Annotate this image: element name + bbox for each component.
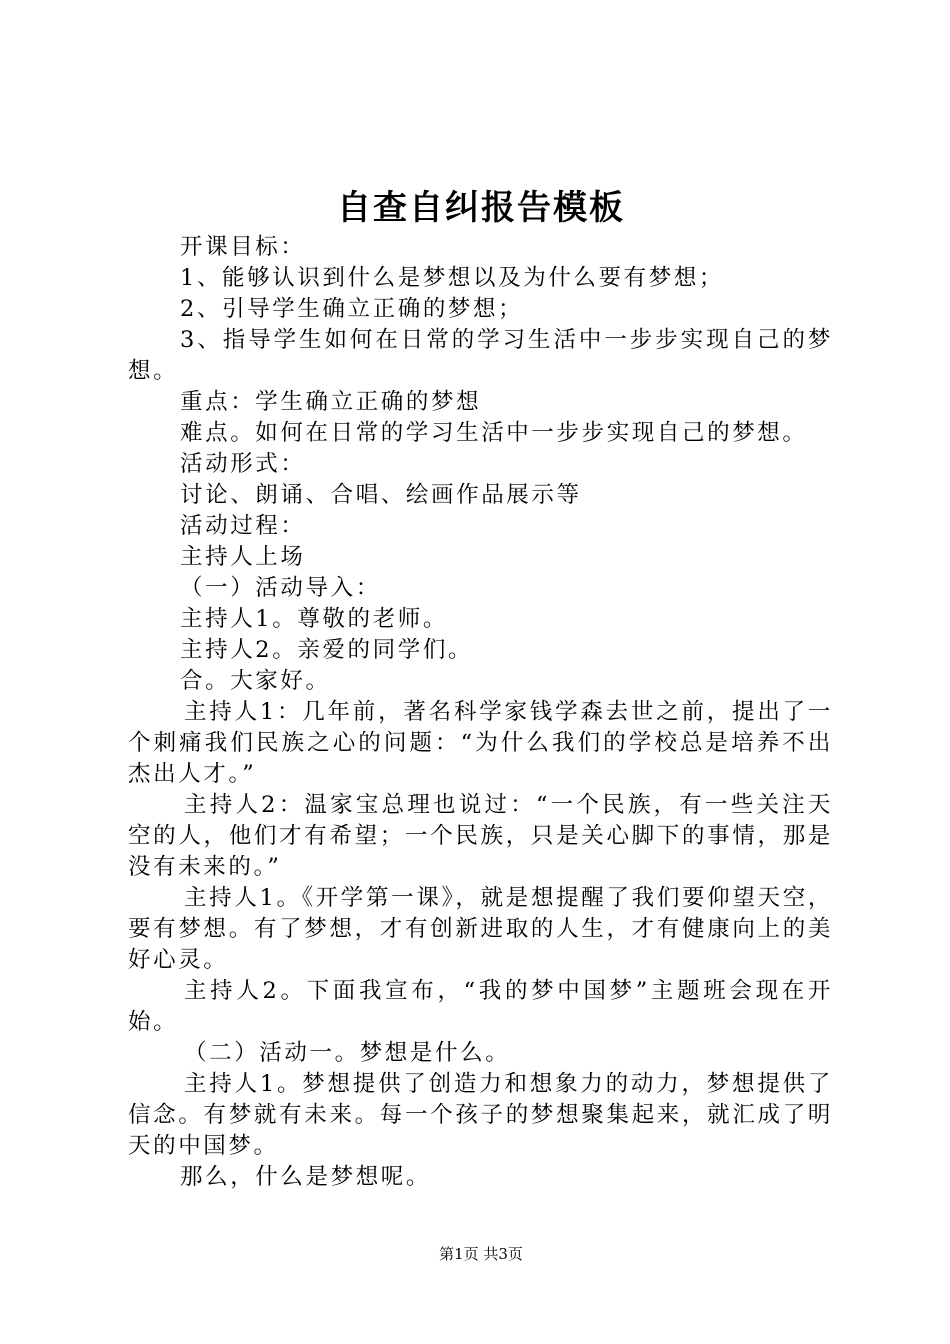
paragraph-section-1-heading: （一）活动导入： (180, 575, 381, 601)
paragraph-difficulty: 难点。如何在日常的学习生活中一步步实现自己的梦想。 (180, 420, 808, 446)
paragraph-host2-greeting: 主持人2。亲爱的同学们。 (180, 637, 474, 663)
paragraph-host2-announcement: 主持人2。下面我宣布，“我的梦中国梦”主题班会现在开始。 (128, 978, 833, 1035)
paragraph-host1-qian-xuesen: 主持人1：几年前，著名科学家钱学森去世之前，提出了一个刺痛我们民族之心的问题：“为什么我们的学校总是培养不出杰出人才。” (128, 699, 833, 787)
paragraph-host2-wen-jiabao: 主持人2：温家宝总理也说过：“一个民族，有一些关注天空的人，他们才有希望；一个民族，只是关心脚下的事情，那是没有未来的。” (128, 792, 833, 880)
paragraph-objective-3: 3、指导学生如何在日常的学习生活中一步步实现自己的梦想。 (128, 327, 833, 384)
paragraph-host1-greeting: 主持人1。尊敬的老师。 (180, 606, 448, 632)
paragraph-what-is-dream: 那么，什么是梦想呢。 (180, 1164, 432, 1190)
paragraph-activity-format-heading: 活动形式： (180, 451, 306, 477)
paragraph-together-greeting: 合。大家好。 (180, 668, 331, 694)
paragraph-activity-format: 讨论、朗诵、合唱、绘画作品展示等 (180, 482, 582, 508)
paragraph-host-entrance: 主持人上场 (180, 544, 306, 570)
paragraph-objectives-heading: 开课目标： (180, 234, 306, 260)
paragraph-activity-process-heading: 活动过程： (180, 513, 306, 539)
paragraph-section-2-heading: （二）活动一。梦想是什么。 (184, 1040, 511, 1066)
paragraph-key-point: 重点：学生确立正确的梦想 (180, 389, 482, 415)
document-body (128, 232, 833, 1193)
paragraph-objective-2: 2、引导学生确立正确的梦想； (180, 296, 524, 322)
paragraph-host1-dream: 主持人1。梦想提供了创造力和想象力的动力，梦想提供了信念。有梦就有未来。每一个孩子的梦想聚集起来，就汇成了明天的中国梦。 (128, 1071, 833, 1159)
paragraph-host1-first-lesson: 主持人1。《开学第一课》，就是想提醒了我们要仰望天空，要有梦想。有了梦想，才有创新进取的人生，才有健康向上的美好心灵。 (128, 885, 833, 973)
page-number-footer: 第1页 共3页 (439, 1245, 523, 1263)
document-title: 自查自纠报告模板 (337, 188, 625, 228)
paragraph-objective-1: 1、能够认识到什么是梦想以及为什么要有梦想； (180, 265, 725, 291)
